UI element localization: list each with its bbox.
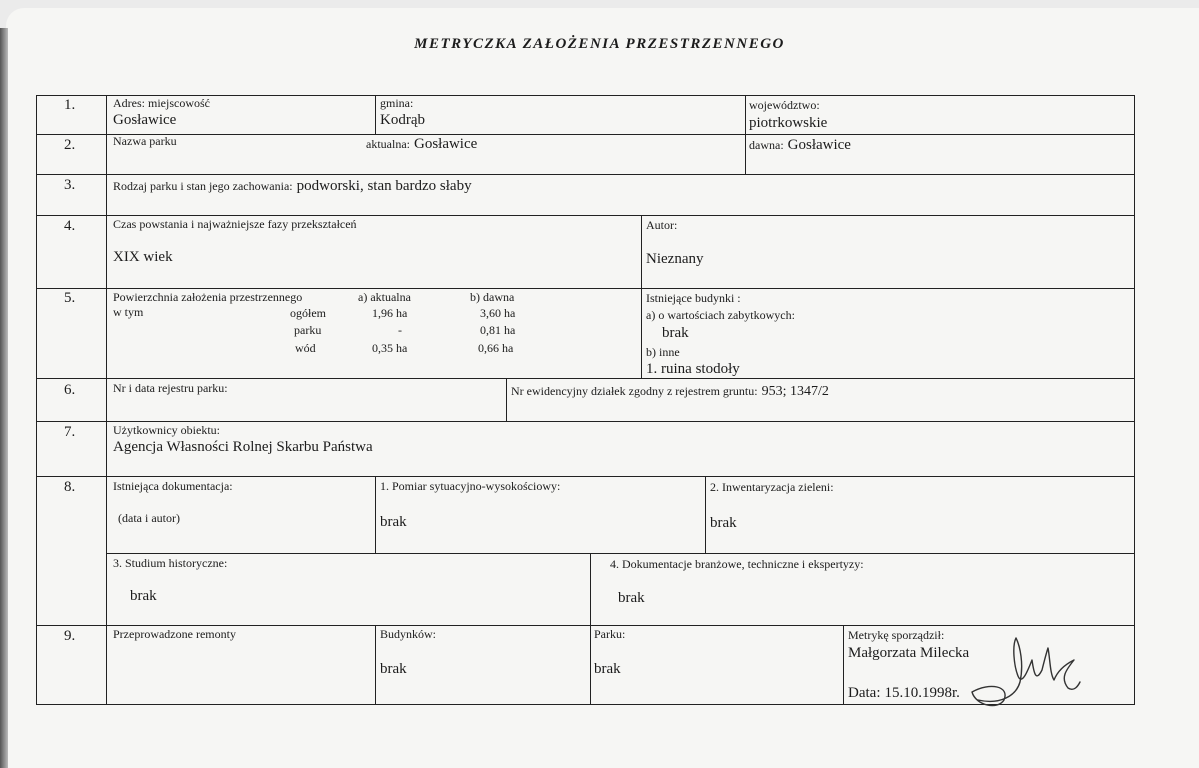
sporzadzil-value: Małgorzata Milecka bbox=[848, 645, 970, 661]
czas-powstania-label: Czas powstania i najważniejsze fazy przekształceń bbox=[113, 217, 357, 231]
row3-number: 3. bbox=[64, 177, 76, 193]
col-aktualna-header: a) aktualna bbox=[358, 290, 411, 304]
data-label: Data: bbox=[848, 685, 881, 701]
row8-number: 8. bbox=[64, 479, 76, 495]
rodzaj-parku bbox=[113, 177, 472, 195]
area-name-parku: parku bbox=[294, 323, 322, 337]
row1-number: 1. bbox=[64, 97, 76, 113]
ewidencja-label: Nr ewidencyjny działek zgodny z rejestrem gruntu: bbox=[511, 384, 758, 398]
nazwa-parku-label: Nazwa parku bbox=[113, 134, 177, 148]
budynki-label: Istniejące budynki : bbox=[646, 291, 741, 305]
studium-label: 3. Studium historyczne: bbox=[113, 556, 228, 570]
dokumentacja-sub: (data i autor) bbox=[118, 511, 180, 525]
adres-label: Adres: miejscowość bbox=[113, 96, 210, 110]
row6-number: 6. bbox=[64, 382, 76, 398]
branzowe-value: brak bbox=[618, 590, 645, 606]
remonty-budynkow-label: Budynków: bbox=[380, 627, 437, 641]
studium-value: brak bbox=[130, 588, 157, 604]
area-b-wod: 0,66 ha bbox=[478, 341, 514, 355]
powierzchnia-label: Powierzchnia założenia przestrzennego bbox=[113, 290, 303, 304]
row5-number: 5. bbox=[64, 290, 76, 306]
row9-park-cell bbox=[590, 625, 844, 705]
row1-gmina-cell bbox=[375, 95, 746, 135]
row7-number: 7. bbox=[64, 424, 76, 440]
adres-value: Gosławice bbox=[113, 112, 177, 128]
ewidencja bbox=[511, 382, 829, 400]
row2-number: 2. bbox=[64, 137, 76, 153]
inwentaryzacja-label: 2. Inwentaryzacja zieleni: bbox=[710, 480, 834, 494]
aktualna-label: aktualna: bbox=[366, 137, 410, 151]
budynki-b-label: b) inne bbox=[646, 345, 680, 359]
branzowe-label: 4. Dokumentacje branżowe, techniczne i ekspertyzy: bbox=[610, 557, 864, 571]
remonty-label: Przeprowadzone remonty bbox=[113, 627, 236, 641]
area-name-ogolem: ogółem bbox=[290, 306, 326, 320]
czas-powstania-value: XIX wiek bbox=[113, 249, 173, 265]
aktualna-nazwa bbox=[366, 135, 477, 153]
remonty-budynkow-value: brak bbox=[380, 661, 407, 677]
area-a-wod: 0,35 ha bbox=[372, 341, 408, 355]
handwritten-signature-icon bbox=[970, 630, 1082, 710]
area-a-ogolem: 1,96 ha bbox=[372, 306, 408, 320]
remonty-parku-value: brak bbox=[594, 661, 621, 677]
dokumentacja-label: Istniejąca dokumentacja: bbox=[113, 479, 233, 493]
uzytkownicy-label: Użytkownicy obiektu: bbox=[113, 423, 220, 437]
remonty-parku-label: Parku: bbox=[594, 627, 626, 641]
gmina-label: gmina: bbox=[380, 96, 414, 110]
w-tym-label: w tym bbox=[113, 305, 144, 319]
wojewodztwo-value: piotrkowskie bbox=[749, 115, 828, 131]
form-title: METRYCZKA ZAŁOŻENIA PRZESTRZENNEGO bbox=[414, 36, 785, 52]
aktualna-value: Gosławice bbox=[413, 136, 478, 152]
row4-autor-cell bbox=[641, 215, 1135, 289]
row8-num-cell bbox=[36, 476, 107, 626]
budynki-a-value: brak bbox=[662, 325, 689, 341]
data-sporzadzenia bbox=[848, 684, 960, 702]
row9-number: 9. bbox=[64, 628, 76, 644]
gmina-value: Kodrąb bbox=[380, 112, 425, 128]
dawna-nazwa bbox=[749, 136, 851, 154]
sporzadzil-label: Metrykę sporządził: bbox=[848, 628, 945, 642]
data-value: 15.10.1998r. bbox=[884, 685, 960, 701]
area-b-ogolem: 3,60 ha bbox=[480, 306, 516, 320]
dawna-label: dawna: bbox=[749, 138, 784, 152]
rejestr-label: Nr i data rejestru parku: bbox=[113, 381, 228, 395]
rodzaj-value: podworski, stan bardzo słaby bbox=[296, 178, 472, 194]
pomiar-label: 1. Pomiar sytuacyjno-wysokościowy: bbox=[380, 479, 561, 493]
ewidencja-value: 953; 1347/2 bbox=[761, 384, 829, 399]
area-name-wod: wód bbox=[295, 341, 316, 355]
dawna-value: Gosławice bbox=[787, 137, 851, 153]
area-b-parku: 0,81 ha bbox=[480, 323, 516, 337]
budynki-a-label: a) o wartościach zabytkowych: bbox=[646, 308, 795, 322]
wojewodztwo-label: województwo: bbox=[749, 98, 820, 112]
autor-label: Autor: bbox=[646, 218, 678, 232]
autor-value: Nieznany bbox=[646, 251, 704, 267]
budynki-b-value: 1. ruina stodoły bbox=[646, 361, 740, 377]
area-a-parku: - bbox=[398, 323, 402, 337]
col-dawna-header: b) dawna bbox=[470, 290, 515, 304]
uzytkownicy-value: Agencja Własności Rolnej Skarbu Państwa bbox=[113, 439, 373, 455]
row4-number: 4. bbox=[64, 218, 76, 234]
inwentaryzacja-value: brak bbox=[710, 515, 737, 531]
rodzaj-label: Rodzaj parku i stan jego zachowania: bbox=[113, 179, 293, 193]
pomiar-value: brak bbox=[380, 514, 407, 530]
